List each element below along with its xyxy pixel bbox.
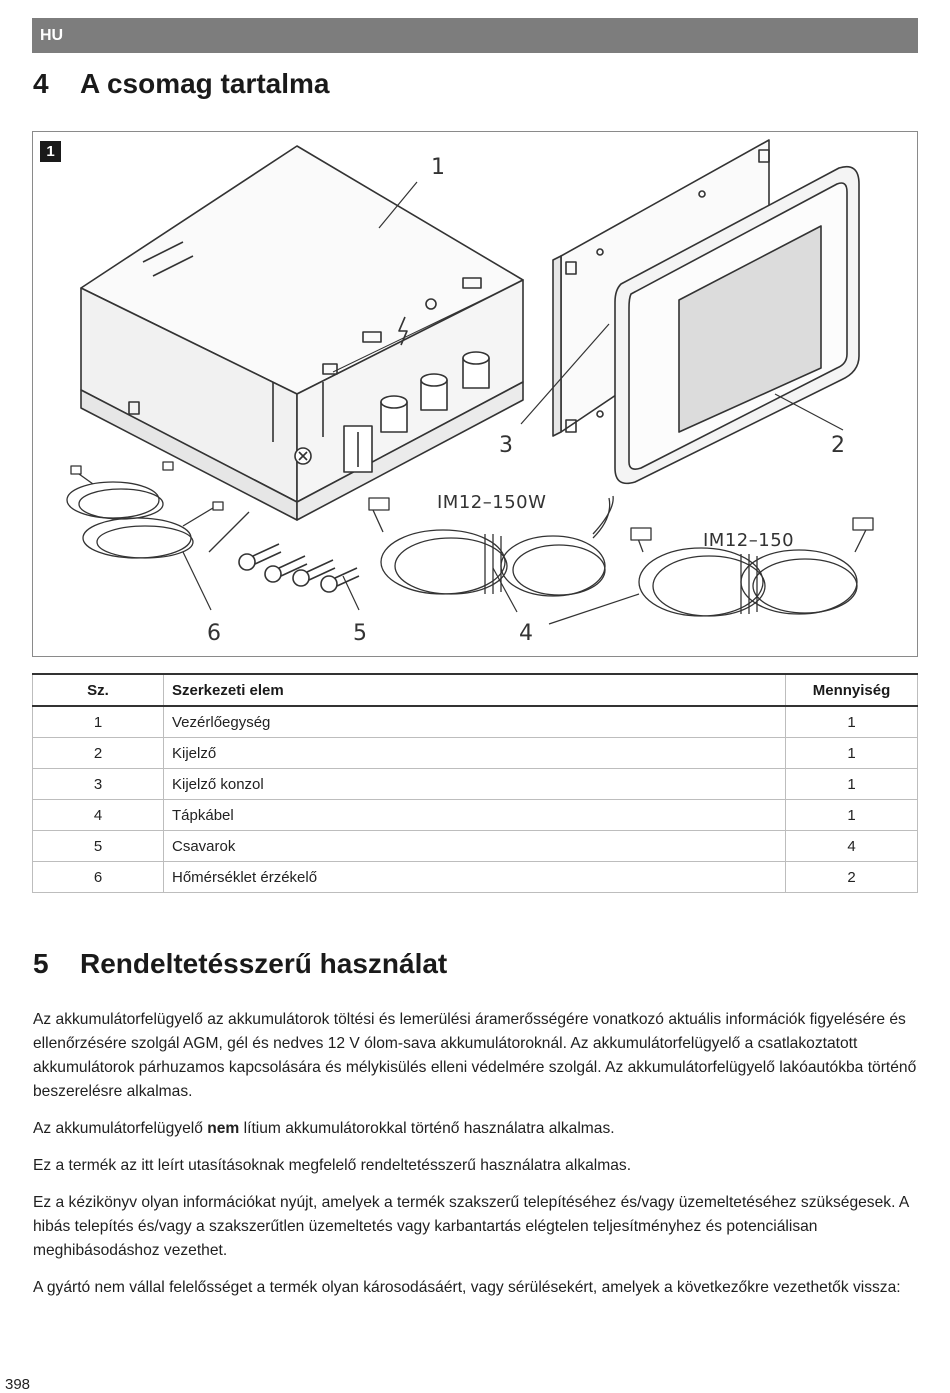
callout-3: 3: [499, 433, 513, 458]
language-code: HU: [40, 27, 64, 44]
text-span: lítium akkumulátorokkal történő használatra alkalmas.: [239, 1120, 615, 1137]
language-bar: [32, 18, 918, 53]
emphasis: nem: [207, 1120, 240, 1137]
section-title: A csomag tartalma: [80, 68, 330, 99]
cell-component: Tápkábel: [164, 800, 786, 831]
cell-no: 3: [33, 769, 164, 800]
column-header-quantity: Mennyiség: [786, 674, 918, 706]
section-4-heading: [33, 68, 330, 100]
paragraph: [33, 1117, 917, 1141]
paragraph: Ez a kézikönyv olyan információkat nyújt, amelyek a termék szakszerű telepítéséhez és/vagy üzemeltetéséhez szükségesek. A hibás telepítés és/vagy a szakszerűtlen üzemeltetés vagy karbantartás elégtelen teljesítményhez és potenciálisan meghibásodáshoz vezethet.: [33, 1194, 909, 1259]
cell-no: 5: [33, 831, 164, 862]
cable-label-im12-150w: IM12–150W: [437, 492, 547, 513]
cell-no: 2: [33, 738, 164, 769]
table-row: [33, 862, 918, 893]
page-number: 398: [5, 1376, 31, 1393]
callout-1: 1: [431, 155, 445, 180]
cell-quantity: 1: [786, 706, 918, 738]
section-5-heading: [33, 948, 447, 980]
cell-no: 6: [33, 862, 164, 893]
control-unit-drawing: [81, 146, 523, 520]
table-row: [33, 706, 918, 738]
cell-quantity: 2: [786, 862, 918, 893]
cell-component: Hőmérséklet érzékelő: [164, 862, 786, 893]
callout-6: 6: [207, 621, 221, 646]
table-row: [33, 738, 918, 769]
paragraph: Ez a termék az itt leírt utasításoknak megfelelő rendeltetésszerű használatra alkalmas.: [33, 1157, 632, 1174]
column-header-no: Sz.: [33, 674, 164, 706]
table-row: [33, 831, 918, 862]
table-row: [33, 769, 918, 800]
section-title: Rendeltetésszerű használat: [80, 948, 448, 979]
table-row: [33, 800, 918, 831]
cell-component: Kijelző konzol: [164, 769, 786, 800]
table-header-row: [33, 674, 918, 706]
text-span: Az akkumulátorfelügyelő: [33, 1120, 208, 1137]
cell-quantity: 1: [786, 769, 918, 800]
paragraph: Az akkumulátorfelügyelő az akkumulátorok töltési és lemerülési áramerősségére vonatkozó aktuális információk figyelésére és ellenőrzésére szolgál AGM, gél és nedves 12 V ólom-sava akkumulátoroknál. Az akkumulátorfelügyelő a csatlakoztatott akkumulátorok párhuzamos kapcsolására és mélykisülés elleni védelmére szolgál. Az akkumulátorfelügyelő lakóautókba történő beszerelésre alkalmas.: [33, 1011, 917, 1100]
cell-component: Csavarok: [164, 831, 786, 862]
figure-number: 1: [40, 141, 61, 162]
section-number: 4: [33, 68, 49, 99]
callout-2: 2: [831, 433, 845, 458]
cell-quantity: 1: [786, 738, 918, 769]
intended-use-text: [33, 1008, 917, 1313]
cell-quantity: 4: [786, 831, 918, 862]
column-header-component: Szerkezeti elem: [164, 674, 786, 706]
screws-drawing: [239, 544, 359, 592]
callout-5: 5: [353, 621, 367, 646]
cell-no: 4: [33, 800, 164, 831]
section-number: 5: [33, 948, 49, 979]
cell-quantity: 1: [786, 800, 918, 831]
package-contents-table: [32, 673, 918, 893]
package-contents-figure: [32, 131, 918, 657]
cell-component: Kijelző: [164, 738, 786, 769]
cable-label-im12-150: IM12–150: [703, 530, 795, 551]
cell-no: 1: [33, 706, 164, 738]
callout-4: 4: [519, 621, 533, 646]
package-illustration: [33, 132, 917, 656]
cell-component: Vezérlőegység: [164, 706, 786, 738]
paragraph: A gyártó nem vállal felelősséget a termék olyan károsodásáért, vagy sérülésekért, amelyek a következőkre vezethetők vissza:: [33, 1279, 901, 1296]
